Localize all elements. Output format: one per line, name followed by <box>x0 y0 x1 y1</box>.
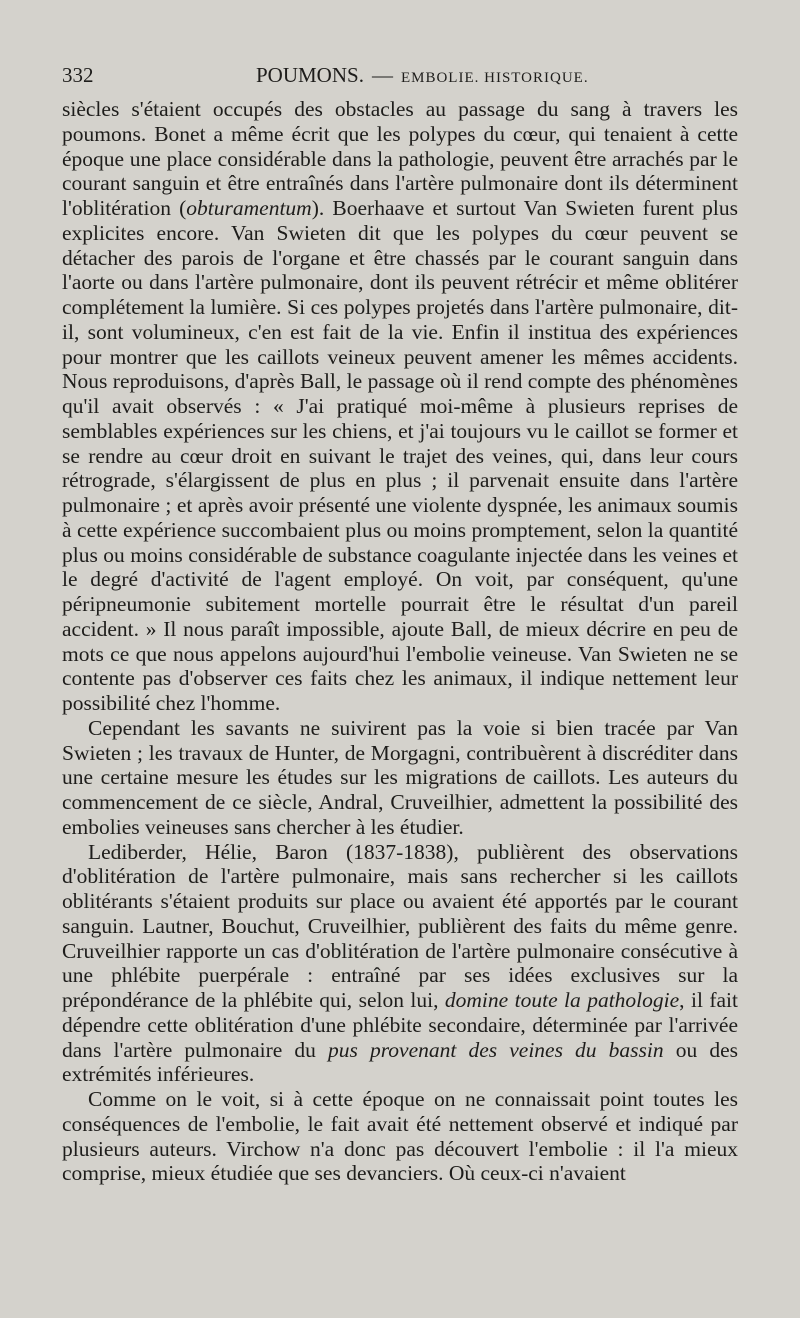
italic-term: obturamentum <box>186 196 312 220</box>
running-head-title: POUMONS. <box>256 63 364 87</box>
running-head-dash: — <box>371 63 393 87</box>
italic-term: pus provenant des veines du bassin <box>328 1037 664 1062</box>
text-segment: Cependant les savants ne suivirent pas la voie si bien tracée par Van Swieten ; les travaux de Hunter, de Morgagni, contribuèrent à discréditer dans une certaine mesure les études sur les migrations de caillots. Les auteurs du commencement de ce siècle, Andral, Cruveilhier, admettent la possibilité des embolies veineuses sans chercher à les étudier. <box>62 715 738 839</box>
page-number: 332 <box>62 63 94 87</box>
italic-term: domine toute la pathologie <box>444 988 680 1012</box>
body-text <box>62 97 738 1186</box>
text-segment: ). Boerhaave et surtout Van Swieten furent plus explicites encore. Van Swieten dit que les polypes du cœur peuvent se détacher des parois de l'organe et être chassés par le courant sanguin dans l'aorte ou dans l'artère pulmonaire, dont ils peuvent rétrécir et même oblitérer complétement la lumière. Si ces polypes projetés dans l'artère pulmonaire, dit-il, sont volumineux, c'en est fait de la vie. Enfin il institua des expériences pour montrer que les caillots veineux peuvent amener les mêmes accidents. Nous reproduisons, d'après Ball, le passage où il rend compte des phénomènes qu'il avait observés : « J'ai pratiqué moi-même à plusieurs reprises de semblables expériences sur les chiens, et j'ai toujours vu le caillot se former et se rendre au cœur droit en suivant le trajet des veines, qui, dans leur cours rétrograde, s'élargissent de plus en plus ; il parvenait ensuite dans l'artère pulmonaire ; et après avoir présenté une violente dyspnée, les animaux soumis à cette expérience succombaient plus ou moins promptement, selon la quantité plus ou moins considérable de substance coagulante injectée dans les veines et le degré d'activité de l'agent employé. On voit, par conséquent, qu'une péripneumonie subitement mortelle pourrait être le résultat d'un pareil accident. » Il nous paraît impossible, ajoute Ball, de mieux décrire en peu de mots ce que nous appelons aujourd'hui l'embolie veineuse. Van Swieten ne se contente pas d'observer ces faits chez les animaux, il indique nettement leur possibilité chez l'homme. <box>62 196 738 715</box>
text-segment: , il fait dépendre cette oblitération d'une phlébite secondaire, déterminée par l'arrivée dans l'artère pulmonaire du <box>62 988 738 1062</box>
text-segment: siècles s'étaient occupés des obstacles au passage du sang à travers les poumons. Bonet a même écrit que les polypes du cœur, qui tenaient à cette époque une place considérable dans la pathologie, peuvent être arrachés par le courant sanguin et être entraînés dans l'artère pulmonaire dont ils déterminent l'oblitération ( <box>62 97 738 220</box>
running-head-subtitle: EMBOLIE. HISTORIQUE. <box>400 70 589 86</box>
text-segment: Lediberder, Hélie, Baron (1837-1838), publièrent des observations d'oblitération de l'artère pulmonaire, mais sans rechercher si les caillots oblitérants s'étaient produits sur place ou avaient été apportés par le courant sanguin. Lautner, Bouchut, Cruveilhier, publièrent des faits du même genre. Cruveilhier rapporte un cas d'oblitération de l'artère pulmonaire consécutive à une phlébite puerpérale : entraîné par ses idées exclusives sur la prépondérance de la phlébite qui, selon lui, <box>62 839 738 1012</box>
page-header <box>62 58 738 92</box>
text-segment: ou des extrémités inférieures. <box>62 1037 738 1087</box>
paragraph <box>62 716 738 840</box>
text-segment: Comme on le voit, si à cette époque on ne connaissait point toutes les conséquences de l'embolie, le fait avait été nettement observé et indiqué par plusieurs auteurs. Virchow n'a donc pas découvert l'embolie : il l'a mieux comprise, mieux étudiée que ses devanciers. Où ceux-ci n'avaient <box>62 1087 738 1186</box>
running-head <box>256 58 589 95</box>
paragraph <box>62 1087 738 1186</box>
paragraph <box>62 97 738 716</box>
paragraph <box>62 840 738 1088</box>
